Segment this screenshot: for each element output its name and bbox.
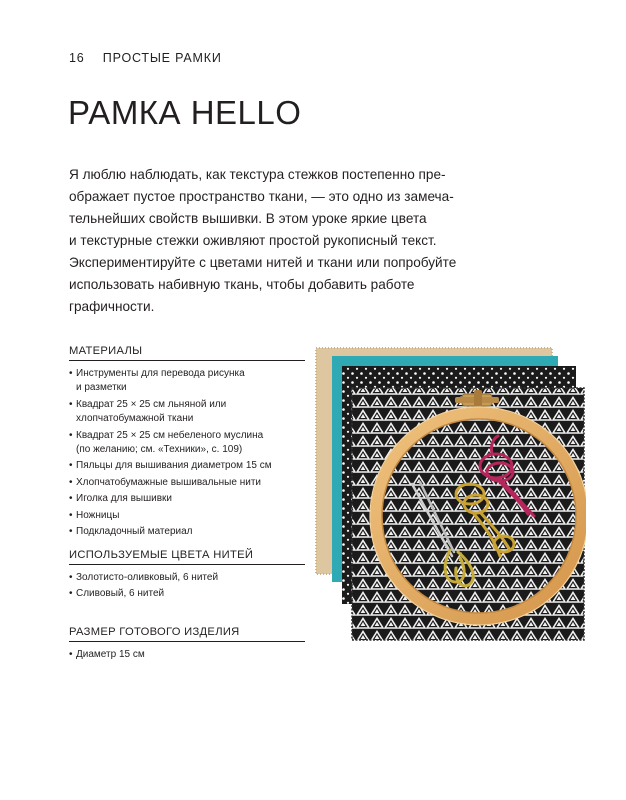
intro-line: Я люблю наблюдать, как текстура стежков постепенно пре- [69,167,446,182]
finished-size-heading: РАЗМЕР ГОТОВОГО ИЗДЕЛИЯ [69,626,305,642]
finished-size-section [69,626,305,664]
list-item [69,571,305,585]
list-item-line: • Инструменты для перевода рисунка [76,368,245,379]
list-item-line: • Диаметр 15 см [76,649,145,660]
list-item-line: • Квадрат 25 × 25 см небеленого муслина [76,429,264,441]
intro-line: тельнейших свойств вышивки. В этом уроке яркие цвета [69,211,427,226]
list-item-line: и разметки [76,382,127,394]
intro-line: и текстурные стежки оживляют простой рукописный текст. [69,233,437,248]
list-item [69,509,305,523]
intro-line: ображает пустое пространство ткани, — это одно из замеча- [69,189,454,204]
materials-photo [314,344,586,644]
intro-line: использовать набивную ткань, чтобы добавить работе [69,277,415,292]
list-item [69,492,305,506]
finished-size-list [69,648,305,662]
intro-line: графичности. [69,299,155,314]
materials-heading: МАТЕРИАЛЫ [69,345,305,361]
materials-section [69,345,305,541]
list-item-line: • Сливовый, 6 нитей [76,588,165,600]
list-item [69,648,305,662]
list-item-line: • Ножницы [76,509,120,521]
list-item [69,398,305,427]
list-item-line: хлопчатобумажной ткани [76,413,194,425]
list-item-line: • Хлопчатобумажные вышивальные нити [76,476,261,488]
list-item [69,429,305,458]
page-title: РАМКА HELLO [68,94,302,131]
thread-colors-section [69,549,305,604]
list-item [69,459,305,473]
section-title: ПРОСТЫЕ РАМКИ [102,51,222,65]
list-item [69,587,305,601]
list-item [69,367,305,396]
intro-paragraph [69,164,559,318]
list-item-line: (по желанию; см. «Техники», с. 109) [76,444,243,456]
thread-colors-list [69,571,305,602]
list-item-line: • Золотисто-оливковый, 6 нитей [76,572,219,583]
thread-colors-heading: ИСПОЛЬЗУЕМЫЕ ЦВЕТА НИТЕЙ [69,549,305,565]
triangle-print-fabric [352,388,584,640]
materials-list [69,367,305,539]
list-item-line: • Иголка для вышивки [76,493,172,505]
list-item-line: • Квадрат 25 × 25 см льняной или [76,398,227,410]
intro-line: Экспериментируйте с цветами нитей и ткани или попробуйте [69,255,457,270]
page-number: 16 [69,51,85,65]
list-item [69,476,305,490]
list-item-line: • Подкладочный материал [76,526,193,538]
list-item-line: • Пяльцы для вышивания диаметром 15 см [76,460,272,472]
running-head [69,51,222,65]
list-item [69,525,305,539]
